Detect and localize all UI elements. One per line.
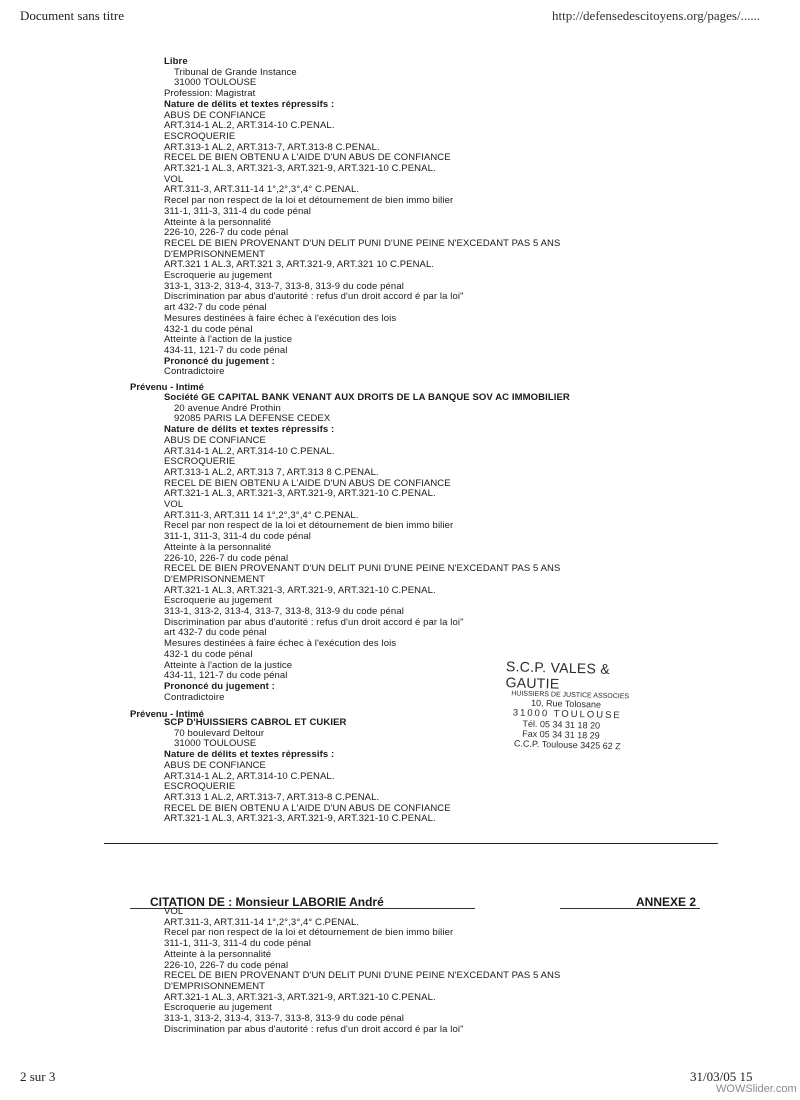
text-line: Société GE CAPITAL BANK VENANT AUX DROITS DE LA BANQUE SOV AC IMMOBILIER: [164, 392, 570, 403]
text-line: ART.321-1 AL.3, ART.321-3, ART.321-9, ART.321-10 C.PENAL.: [164, 488, 436, 500]
text-line: 311-1, 311-3, 311-4 du code pénal: [164, 205, 311, 217]
text-line: Contradictoire: [164, 366, 225, 378]
role-label-prevenu-1: Prévenu - Intimé: [130, 382, 204, 393]
page-separator-rule: [104, 843, 718, 844]
text-line: 311-1, 311-3, 311-4 du code pénal: [164, 531, 311, 543]
text-line: art 432-7 du code pénal: [164, 302, 267, 314]
text-line: Mesures destinées à faire échec à l'exécution des lois: [164, 638, 397, 650]
text-line: Escroquerie au jugement: [164, 1002, 272, 1014]
text-line: Discrimination par abus d'autorité : refus d'un droit accord é par la loi": [164, 291, 464, 303]
stamp-title: HUISSIERS DE JUSTICE ASSOCIES: [511, 690, 630, 701]
text-line: ART.321-1 AL.3, ART.321-3, ART.321-9, ART.321-10 C.PENAL.: [164, 163, 436, 175]
defendant-magistrat-block: [164, 57, 560, 378]
text-line: 434-11, 121-7 du code pénal: [164, 344, 288, 356]
text-line: Prononcé du jugement :: [164, 680, 275, 692]
page-count: 2 sur 3: [20, 1069, 56, 1084]
text-line: ART.313-1 AL.2, ART.313-7, ART.313-8 C.PENAL.: [164, 141, 380, 153]
role-label-prevenu-2: Prévenu - Intimé: [130, 709, 204, 720]
text-line: RECEL DE BIEN PROVENANT D'UN DELIT PUNI D'UNE PEINE N'EXCEDANT PAS 5 ANS: [164, 970, 561, 982]
text-line: ART.314-1 AL.2, ART.314-10 C.PENAL.: [164, 120, 335, 132]
text-line: RECEL DE BIEN PROVENANT D'UN DELIT PUNI D'UNE PEINE N'EXCEDANT PAS 5 ANS: [164, 563, 561, 575]
text-line: Atteinte à la personnalité: [164, 541, 272, 553]
text-line: Nature de délits et textes répressifs :: [164, 98, 335, 110]
text-line: Tribunal de Grande Instance: [174, 66, 297, 78]
text-line: VOL: [164, 906, 184, 917]
browser-page-title: Document sans titre: [20, 8, 124, 23]
stamp-fax: Fax 05 34 31 18 29: [522, 728, 600, 741]
text-line: Discrimination par abus d'autorité : refus d'un droit accord é par la loi": [164, 1023, 464, 1035]
stamp-city: 31000 TOULOUSE: [512, 707, 622, 722]
text-line: 432-1 du code pénal: [164, 648, 253, 660]
text-line: 31000 TOULOUSE: [174, 738, 257, 750]
text-line: 432-1 du code pénal: [164, 323, 253, 335]
text-line: ABUS DE CONFIANCE: [164, 434, 266, 446]
text-line: Atteinte à la personnalité: [164, 948, 272, 960]
stamp-name: S.C.P. VALES & GAUTIE: [505, 658, 611, 692]
text-line: RECEL DE BIEN PROVENANT D'UN DELIT PUNI D'UNE PEINE N'EXCEDANT PAS 5 ANS: [164, 237, 561, 249]
bailiff-stamp: [504, 658, 646, 752]
text-line: Recel par non respect de la loi et détournement de bien immo bilier: [164, 927, 454, 939]
text-line: Nature de délits et textes répressifs :: [164, 424, 335, 436]
text-line: Escroquerie au jugement: [164, 595, 272, 607]
stamp-ccp: C.C.P. Toulouse 3425 62 Z: [513, 738, 621, 752]
text-line: D'EMPRISONNEMENT: [164, 573, 266, 585]
text-line: 313-1, 313-2, 313-4, 313-7, 313-8, 313-9 du code pénal: [164, 280, 404, 292]
text-line: ABUS DE CONFIANCE: [164, 109, 266, 121]
text-line: ESCROQUERIE: [164, 781, 236, 793]
text-line: ART.314-1 AL.2, ART.314-10 C.PENAL.: [164, 770, 335, 782]
text-line: ART.311-3, ART.311-14 1°,2°,3°,4° C.PENAL.: [164, 184, 360, 196]
text-line: ESCROQUERIE: [164, 130, 236, 142]
defendant-cabrol-cukier-block: [164, 718, 451, 825]
text-line: VOL: [164, 173, 184, 185]
watermark: WOWSlider.com: [716, 1083, 797, 1095]
text-line: 92085 PARIS LA DEFENSE CEDEX: [174, 413, 331, 425]
text-line: ART.313 1 AL.2, ART.313-7, ART.313-8 C.PENAL.: [164, 791, 380, 803]
text-line: Contradictoire: [164, 691, 225, 703]
text-line: Profession: Magistrat: [164, 88, 256, 100]
text-line: ART.321-1 AL.3, ART.321-3, ART.321-9, ART.321-10 C.PENAL.: [164, 813, 436, 825]
text-line: art 432-7 du code pénal: [164, 627, 267, 639]
text-line: ART.314-1 AL.2, ART.314-10 C.PENAL.: [164, 445, 335, 457]
text-line: Libre: [164, 56, 188, 67]
text-line: SCP D'HUISSIERS CABROL ET CUKIER: [164, 717, 347, 728]
text-line: Atteinte à l'action de la justice: [164, 334, 293, 346]
text-line: 226-10, 226-7 du code pénal: [164, 959, 289, 971]
text-line: ART.321-1 AL.3, ART.321-3, ART.321-9, ART.321-10 C.PENAL.: [164, 584, 436, 596]
print-date: 31/03/05 15: [690, 1069, 753, 1084]
text-line: 20 avenue André Prothin: [174, 402, 281, 414]
text-line: ART.321 1 AL.3, ART.321 3, ART.321-9, ART.321 10 C.PENAL.: [164, 259, 435, 271]
citation-heading: CITATION DE : Monsieur LABORIE André: [150, 895, 384, 909]
text-line: 31000 TOULOUSE: [174, 77, 257, 89]
text-line: RECEL DE BIEN OBTENU A L'AIDE D'UN ABUS DE CONFIANCE: [164, 477, 451, 489]
text-line: Escroquerie au jugement: [164, 270, 272, 282]
text-line: Recel par non respect de la loi et détournement de bien immo bilier: [164, 195, 454, 207]
text-line: ART.313-1 AL.2, ART.313 7, ART.313 8 C.PENAL.: [164, 466, 379, 478]
text-line: Nature de délits et textes répressifs :: [164, 749, 335, 761]
text-line: ART.311-3, ART.311-14 1°,2°,3°,4° C.PENAL.: [164, 916, 360, 928]
defendant-ge-capital-block: [164, 393, 570, 703]
text-line: Atteinte à l'action de la justice: [164, 659, 293, 671]
annexe-label: ANNEXE 2: [636, 895, 697, 909]
text-line: 226-10, 226-7 du code pénal: [164, 552, 289, 564]
text-line: ART.311-3, ART.311 14 1°,2°,3°,4° C.PENAL.: [164, 509, 359, 521]
text-line: D'EMPRISONNEMENT: [164, 980, 266, 992]
text-line: 70 boulevard Deltour: [174, 727, 265, 739]
text-line: ABUS DE CONFIANCE: [164, 759, 266, 771]
text-line: RECEL DE BIEN OBTENU A L'AIDE D'UN ABUS DE CONFIANCE: [164, 152, 451, 164]
text-line: Recel par non respect de la loi et détournement de bien immo bilier: [164, 520, 454, 532]
text-line: 311-1, 311-3, 311-4 du code pénal: [164, 938, 311, 950]
text-line: 313-1, 313-2, 313-4, 313-7, 313-8, 313-9 du code pénal: [164, 606, 404, 618]
text-line: ART.321-1 AL.3, ART.321-3, ART.321-9, ART.321-10 C.PENAL.: [164, 991, 436, 1003]
text-line: RECEL DE BIEN OBTENU A L'AIDE D'UN ABUS DE CONFIANCE: [164, 802, 451, 814]
text-line: 434-11, 121-7 du code pénal: [164, 670, 288, 682]
text-line: Mesures destinées à faire échec à l'exécution des lois: [164, 312, 397, 324]
text-line: D'EMPRISONNEMENT: [164, 248, 266, 260]
text-line: Prononcé du jugement :: [164, 355, 275, 367]
text-line: Discrimination par abus d'autorité : refus d'un droit accord é par la loi": [164, 616, 464, 628]
text-line: 313-1, 313-2, 313-4, 313-7, 313-8, 313-9 du code pénal: [164, 1013, 404, 1025]
browser-page-url: http://defensedescitoyens.org/pages/......: [552, 8, 761, 23]
text-line: 226-10, 226-7 du code pénal: [164, 227, 289, 239]
text-line: ESCROQUERIE: [164, 456, 236, 468]
stamp-street: 10, Rue Tolosane: [530, 697, 602, 710]
text-line: Atteinte à la personnalité: [164, 216, 272, 228]
stamp-tel: Tél. 05 34 31 18 20: [522, 718, 601, 731]
citation-continuation-block: [164, 907, 560, 1035]
text-line: VOL: [164, 499, 184, 511]
